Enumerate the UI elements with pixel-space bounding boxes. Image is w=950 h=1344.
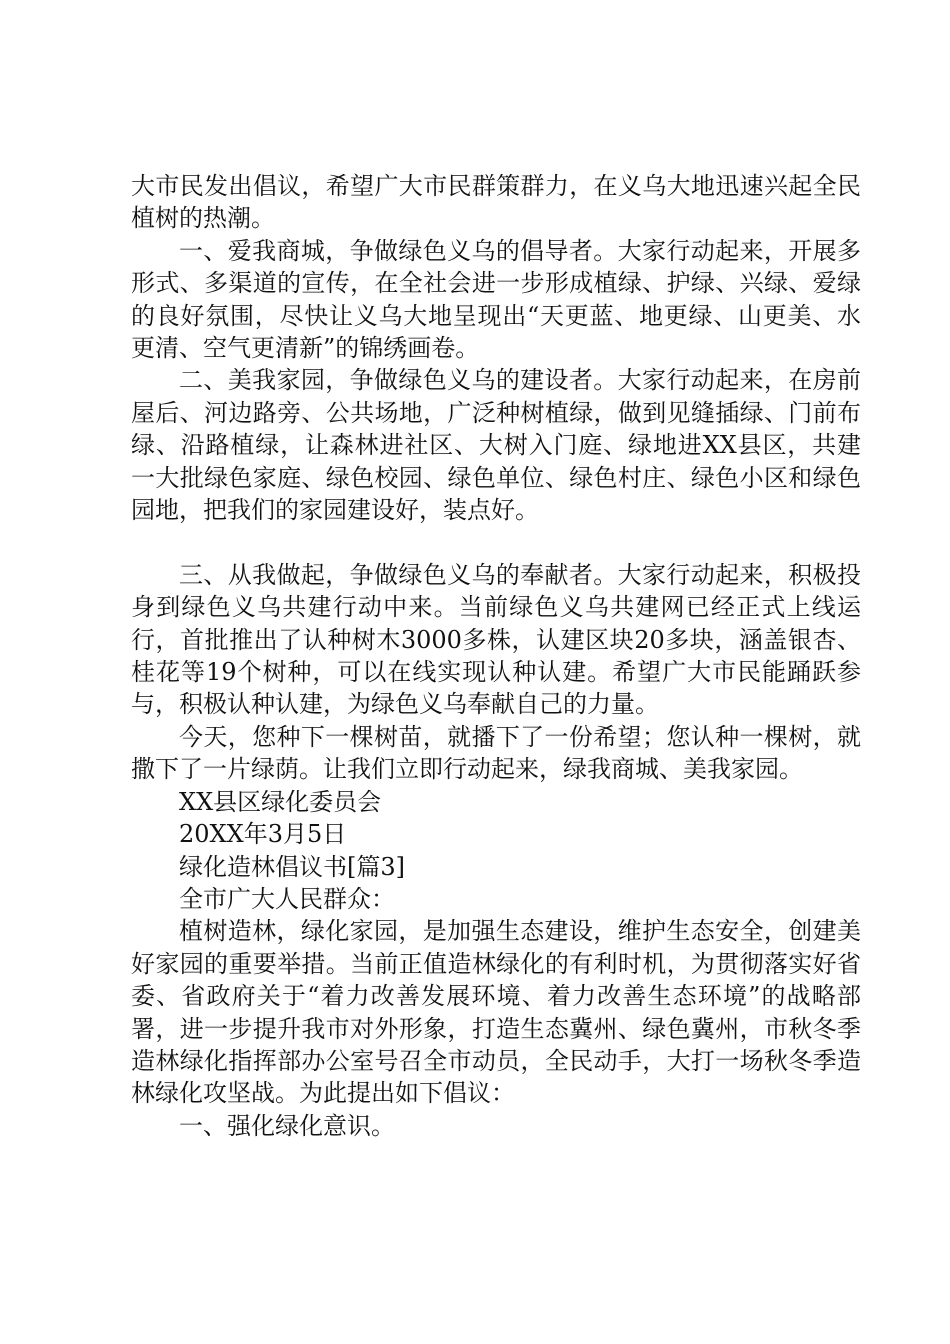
- paragraph-continuation: 大市民发出倡议，希望广大市民群策群力，在义乌大地迅速兴起全民植树的热潮。: [131, 172, 861, 233]
- paragraph-intro: 植树造林，绿化家园，是加强生态建设，维护生态安全，创建美好家园的重要举措。当前正值造林绿化的有利时机，为贯彻落实好省委、省政府关于“着力改善发展环境、着力改善生态环境”的战略部署，进一步提升我市对外形象，打造生态冀州、绿色冀州，市秋冬季造林绿化指挥部办公室号召全市动员，全民动手，大打一场秋冬季造林绿化攻坚战。为此提出如下倡议：: [131, 917, 861, 1108]
- paragraph-point-three: 三、从我做起，争做绿色义乌的奉献者。大家行动起来，积极投身到绿色义乌共建行动中来。当前绿色义乌共建网已经正式上线运行，首批推出了认种树木3000多株，认建区块20多块，涵盖银杏、桂花等19个树种，可以在线实现认种认建。希望广大市民能踊跃参与，积极认种认建，为绿色义乌奉献自己的力量。: [131, 560, 861, 719]
- signature-date: 20XX年3月5日: [179, 820, 347, 849]
- document-body: [131, 170, 861, 1142]
- paragraph-heading-one: 一、强化绿化意识。: [179, 1111, 395, 1140]
- paragraph-point-one: 一、爱我商城，争做绿色义乌的倡导者。大家行动起来，开展多形式、多渠道的宣传，在全社会进一步形成植绿、护绿、兴绿、爱绿的良好氛围，尽快让义乌大地呈现出“天更蓝、地更绿、山更美、水更清、空气更清新”的锦绣画卷。: [131, 236, 861, 363]
- signature-organization: XX县区绿化委员会: [179, 787, 382, 816]
- section-title: 绿化造林倡议书[篇3]: [179, 852, 405, 881]
- salutation: 全市广大人民群众：: [179, 884, 395, 913]
- paragraph-closing: 今天，您种下一棵树苗，就播下了一份希望；您认种一棵树，就撒下了一片绿荫。让我们立即行动起来，绿我商城、美我家园。: [131, 722, 861, 784]
- paragraph-point-two: 二、美我家园，争做绿色义乌的建设者。大家行动起来，在房前屋后、河边路旁、公共场地，广泛种树植绿，做到见缝插绿、门前布绿、沿路植绿，让森林进社区、大树入门庭、绿地进XX县区，共建一大批绿色家庭、绿色校园、绿色单位、绿色村庄、绿色小区和绿色园地，把我们的家园建设好，装点好。: [131, 366, 861, 525]
